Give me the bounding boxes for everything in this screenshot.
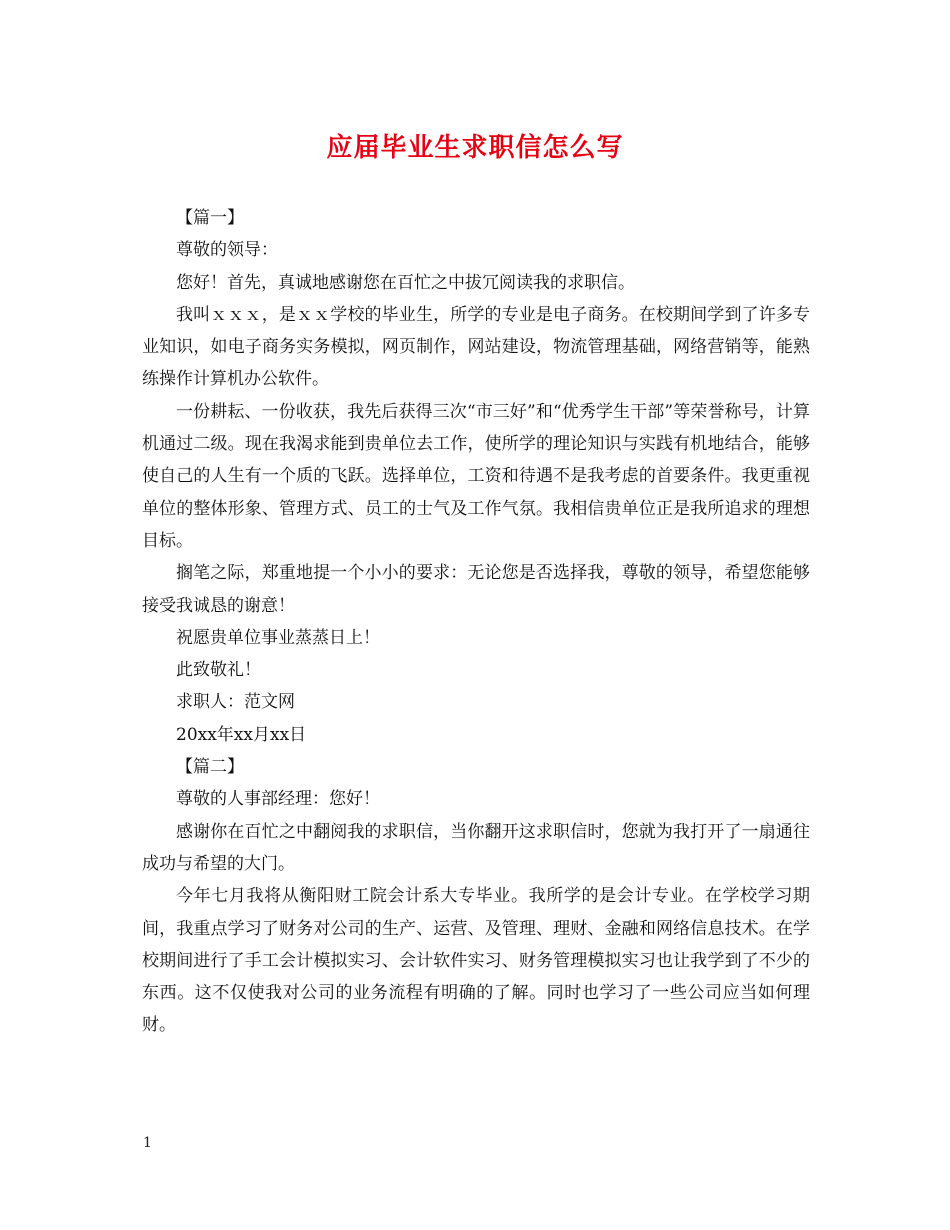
document-title: 应届毕业生求职信怎么写 (326, 133, 624, 163)
paragraph: 您好！首先，真诚地感谢您在百忙之中拔冗阅读我的求职信。 (176, 272, 635, 293)
closing-wish: 祝愿贵单位事业蒸蒸日上！ (176, 627, 380, 648)
document-body (142, 202, 810, 1042)
paragraph: 一份耕耘、一份收获，我先后获得三次“市三好”和“优秀学生干部”等荣誉称号，计算机通过二级。现在我渴求能到贵单位去工作，使所学的理论知识与实践有机地结合，能够使自己的人生有一个质的飞跃。选择单位，工资和待遇不是我考虑的首要条件。我更重视单位的整体形象、管理方式、员工的士气及工作气氛。我相信贵单位正是我所追求的理想目标。 (142, 401, 810, 551)
date: 20xx年xx月xx日 (176, 724, 307, 745)
signature: 求职人：范文网 (176, 692, 295, 713)
paragraph: 我叫ｘｘｘ，是ｘｘ学校的毕业生，所学的专业是电子商务。在校期间学到了许多专业知识，如电子商务实务模拟，网页制作，网站建设，物流管理基础，网络营销等，能熟练操作计算机办公软件。 (142, 304, 810, 390)
salutation-1: 尊敬的领导： (176, 240, 278, 261)
paragraph: 搁笔之际，郑重地提一个小小的要求：无论您是否选择我，尊敬的领导，希望您能够接受我诚恳的谢意！ (142, 563, 810, 616)
section-heading-1: 【篇一】 (176, 208, 244, 228)
paragraph: 今年七月我将从衡阳财工院会计系大专毕业。我所学的是会计专业。在学校学习期间，我重点学习了财务对公司的生产、运营、及管理、理财、金融和网络信息技术。在学校期间进行了手工会计模拟实习、会计软件实习、财务管理模拟实习也让我学到了不少的东西。这不仅使我对公司的业务流程有明确的了解。同时也学习了一些公司应当如何理财。 (142, 886, 810, 1036)
paragraph: 感谢你在百忙之中翻阅我的求职信，当你翻开这求职信时，您就为我打开了一扇通往成功与希望的大门。 (142, 821, 810, 874)
page-number: 1 (143, 1135, 152, 1151)
section-heading-2: 【篇二】 (176, 757, 244, 778)
salutation-2: 尊敬的人事部经理：您好！ (176, 789, 380, 810)
closing-regards: 此致敬礼！ (176, 660, 261, 681)
